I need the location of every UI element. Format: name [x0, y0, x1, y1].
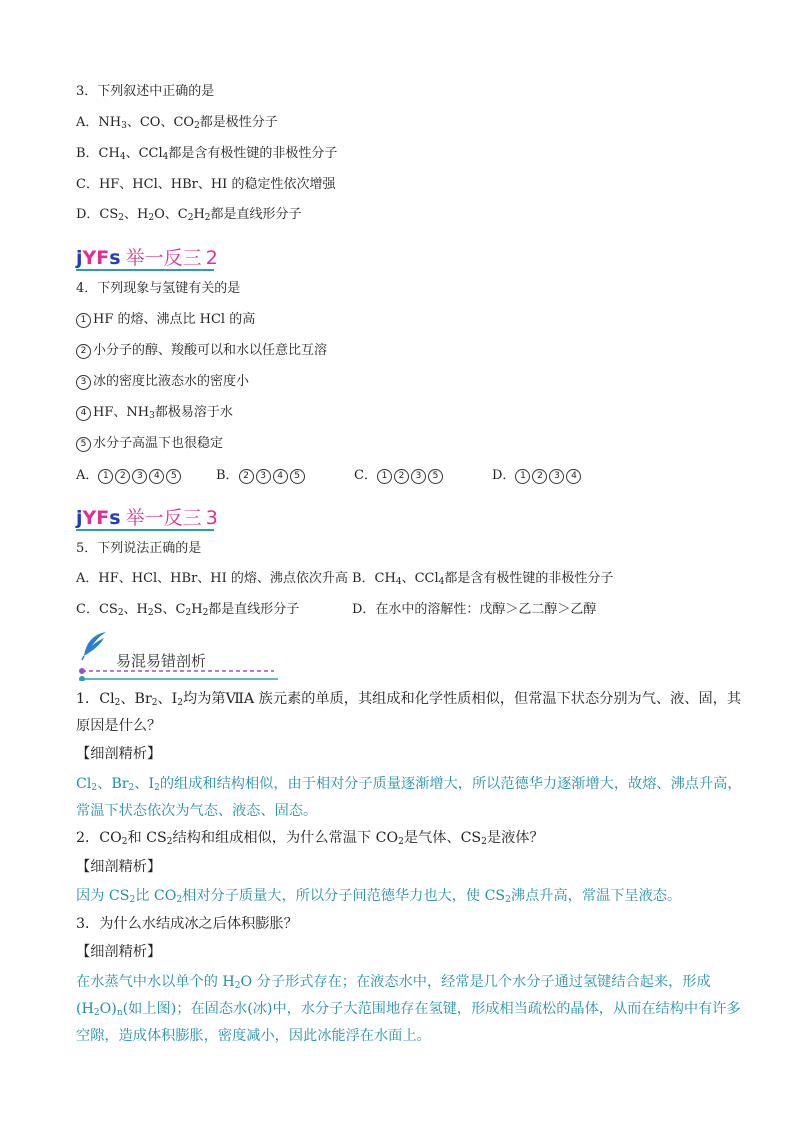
circled-1-icon: 1 — [377, 469, 392, 484]
statement-5: 5 水分子高温下也很稳定 — [76, 435, 223, 453]
mix-question-1-line-2: 原因是什么？ — [76, 718, 162, 734]
heading-number: 3 — [205, 507, 218, 529]
circled-4-icon: 4 — [566, 469, 581, 484]
mix-question-2: 2．$CO_2$和 $CS_2$结构和组成相似，为什么常温下 $CO_2$是气体、$CS_2$是液体？ — [76, 830, 544, 847]
section-divider — [78, 667, 278, 681]
circled-2-icon: 2 — [76, 344, 91, 359]
circled-5-icon: 5 — [166, 469, 181, 484]
circled-3-icon: 3 — [411, 469, 426, 484]
analysis-tag: 【细剖精析】 — [76, 746, 162, 762]
feather-icon — [80, 630, 110, 662]
circled-4-icon: 4 — [149, 469, 164, 484]
brand-logo: jYFs — [76, 247, 121, 269]
heading-number: 2 — [205, 247, 218, 269]
circled-1-icon: 1 — [515, 469, 530, 484]
heading-underline — [76, 269, 214, 271]
circled-3-icon: 3 — [132, 469, 147, 484]
heading-text: 举一反三 — [125, 507, 202, 529]
circled-2-icon: 2 — [532, 469, 547, 484]
heading-text: 举一反三 — [125, 247, 202, 269]
mix-question-3: 3．为什么水结成冰之后体积膨胀？ — [76, 916, 298, 932]
question-5-option-a: A．HF、HCl、HBr、HI 的熔、沸点依次升高 — [76, 571, 348, 586]
circled-5-icon: 5 — [76, 437, 91, 452]
circled-4-icon: 4 — [273, 469, 288, 484]
circled-2-icon: 2 — [394, 469, 409, 484]
question-5-option-c: C．$CS_2$、$H_2S$、$C_2H_2$都是直线形分子 — [76, 602, 300, 618]
mix-question-1-line-1: 1．$Cl_2$、$Br_2$、$I_2$均为第ⅦA 族元素的单质，其组成和化学性质相似，但常温下状态分别为气、液、固，其 — [76, 691, 742, 708]
question-4-stem: 4．下列现象与氢键有关的是 — [76, 281, 241, 296]
circled-5-icon: 5 — [290, 469, 305, 484]
question-4-option-b: B． 2 3 4 5 — [216, 467, 307, 485]
circled-5-icon: 5 — [428, 469, 443, 484]
question-3-option-d: D．$CS_2$、$H_2O$、$C_2H_2$都是直线形分子 — [76, 207, 302, 223]
heading-underline — [76, 529, 214, 531]
section-heading-3 — [76, 503, 218, 529]
question-4-option-d: D． 1 2 3 4 — [492, 467, 583, 485]
circled-2-icon: 2 — [239, 469, 254, 484]
question-3-stem: 3．下列叙述中正确的是 — [76, 84, 215, 99]
circled-3-icon: 3 — [76, 375, 91, 390]
statement-1: 1 HF 的熔、沸点比 HCl 的高 — [76, 311, 255, 329]
mix-section-title: 易混易错剖析 — [116, 652, 207, 670]
mix-answer-2: 因为 $CS_2$比 $CO_2$相对分子质量大，所以分子间范德华力也大，使 $CS_2$沸点升高，常温下呈液态。 — [76, 888, 682, 905]
analysis-tag: 【细剖精析】 — [76, 944, 162, 960]
question-3-option-c: C．HF、HCl、HBr、HI 的稳定性依次增强 — [76, 177, 336, 192]
question-3-option-a: A．$NH_3$、CO、$CO_2$都是极性分子 — [76, 115, 278, 131]
circled-1-icon: 1 — [98, 469, 113, 484]
section-heading-2 — [76, 243, 218, 269]
question-3-option-b: B．$CH_4$、CCl$_4$都是含有极性键的非极性分子 — [76, 146, 338, 162]
mix-answer-1-line-2: 常温下状态依次为气态、液态、固态。 — [76, 803, 318, 819]
circled-2-icon: 2 — [115, 469, 130, 484]
circled-3-icon: 3 — [256, 469, 271, 484]
circled-3-icon: 3 — [549, 469, 564, 484]
question-5-stem: 5．下列说法正确的是 — [76, 541, 202, 556]
question-4-option-a: A． 1 2 3 4 5 — [76, 467, 183, 485]
circled-4-icon: 4 — [76, 406, 91, 421]
statement-2: 2 小分子的醇、羧酸可以和水以任意比互溶 — [76, 342, 327, 360]
mix-answer-3-line-3: 空隙，造成体积膨胀，密度减小，因此冰能浮在水面上。 — [76, 1028, 431, 1044]
statement-3: 3 冰的密度比液态水的密度小 — [76, 373, 249, 391]
question-4-option-c: C． 1 2 3 5 — [354, 467, 445, 485]
question-5-option-d: D．在水中的溶解性：戊醇＞乙二醇＞乙醇 — [352, 602, 597, 617]
mix-answer-3-line-1: 在水蒸气中水以单个的 $H_2O$ 分子形式存在；在液态水中，经常是几个水分子通过氢键结合起来，形成 — [76, 974, 711, 991]
brand-logo: jYFs — [76, 507, 121, 529]
question-5-option-b: B．$CH_4$、CCl$_4$都是含有极性键的非极性分子 — [352, 571, 614, 587]
circled-1-icon: 1 — [76, 313, 91, 328]
statement-4: 4 HF、$NH_3$都极易溶于水 — [76, 404, 233, 422]
mix-answer-3-line-2: $(H_2O)_n$(如上图)；在固态水(冰)中，水分子大范围地存在氢键，形成相当疏松的晶体，从而在结构中有许多 — [76, 1001, 741, 1018]
analysis-tag: 【细剖精析】 — [76, 859, 162, 875]
mix-answer-1-line-1: $Cl_2$、$Br_2$、$I_2$的组成和结构相似，由于相对分子质量逐渐增大，所以范德华力逐渐增大，故熔、沸点升高， — [76, 776, 742, 793]
